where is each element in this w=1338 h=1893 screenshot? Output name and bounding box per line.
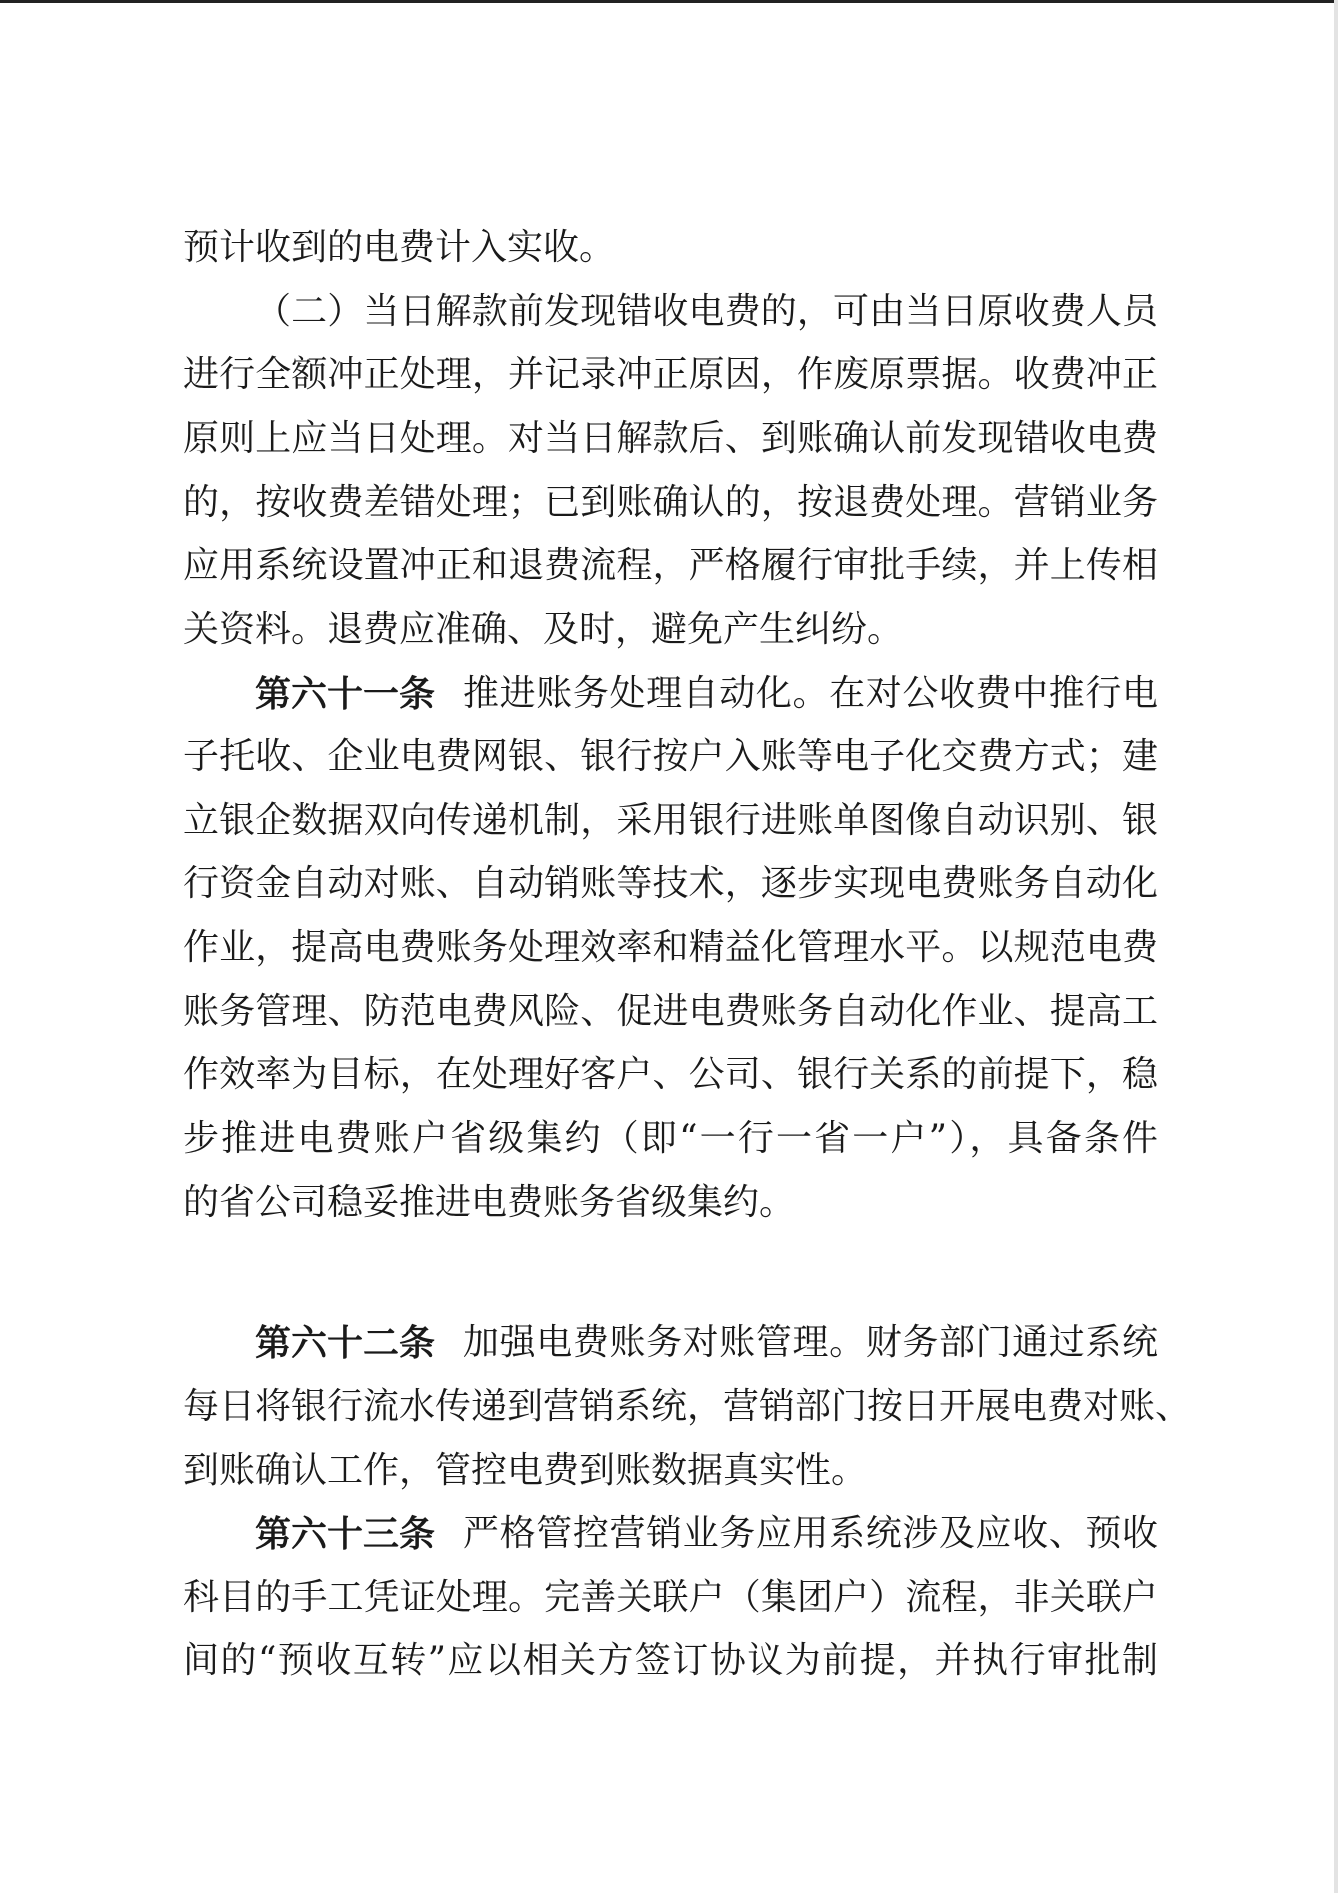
- text-line: 行资金自动对账、自动销账等技术，逐步实现电费账务自动化: [183, 863, 1158, 904]
- text-line: 应用系统设置冲正和退费流程，严格履行审批手续，并上传相: [183, 545, 1158, 586]
- text-line: 间的“预收互转”应以相关方签订协议为前提，并执行审批制: [183, 1640, 1158, 1681]
- article-heading: 第六十一条: [255, 673, 436, 715]
- text-line: 加强电费账务对账管理。财务部门通过系统: [463, 1322, 1158, 1363]
- text-line: 作效率为目标，在处理好客户、公司、银行关系的前提下，稳: [183, 1054, 1158, 1095]
- article-first-line: [183, 671, 1158, 717]
- text-line: 立银企数据双向传递机制，采用银行进账单图像自动识别、银: [183, 800, 1158, 841]
- text-line: 关资料。退费应准确、及时，避免产生纠纷。: [183, 609, 904, 650]
- text-line: 科目的手工凭证处理。完善关联户（集团户）流程，非关联户: [183, 1577, 1158, 1618]
- text-line: 账务管理、防范电费风险、促进电费账务自动化作业、提高工: [183, 991, 1158, 1032]
- text-line: 预计收到的电费计入实收。: [183, 227, 616, 268]
- text-line: 的，按收费差错处理；已到账确认的，按退费处理。营销业务: [183, 482, 1158, 523]
- text-line: 到账确认工作，管控电费到账数据真实性。: [183, 1450, 868, 1491]
- article-first-line: [183, 1320, 1158, 1366]
- text-line: 作业，提高电费账务处理效率和精益化管理水平。以规范电费: [183, 927, 1158, 968]
- text-line: 子托收、企业电费网银、银行按户入账等电子化交费方式；建: [183, 736, 1158, 777]
- text-line: 严格管控营销业务应用系统涉及应收、预收: [463, 1513, 1158, 1554]
- text-line: 的省公司稳妥推进电费账务省级集约。: [183, 1182, 796, 1223]
- text-line: 原则上应当日处理。对当日解款后、到账确认前发现错收电费: [183, 418, 1158, 459]
- text-line: 步推进电费账户省级集约（即“一行一省一户”），具备条件: [183, 1118, 1158, 1159]
- text-line: 进行全额冲正处理，并记录冲正原因，作废原票据。收费冲正: [183, 354, 1158, 395]
- text-line: （二）当日解款前发现错收电费的，可由当日原收费人员: [255, 291, 1158, 332]
- article-heading: 第六十三条: [255, 1513, 436, 1555]
- text-line: 每日将银行流水传递到营销系统，营销部门按日开展电费对账、: [183, 1386, 1192, 1427]
- article-heading: 第六十二条: [255, 1322, 436, 1364]
- article-first-line: [183, 1511, 1158, 1557]
- text-line: 推进账务处理自动化。在对公收费中推行电: [463, 673, 1158, 714]
